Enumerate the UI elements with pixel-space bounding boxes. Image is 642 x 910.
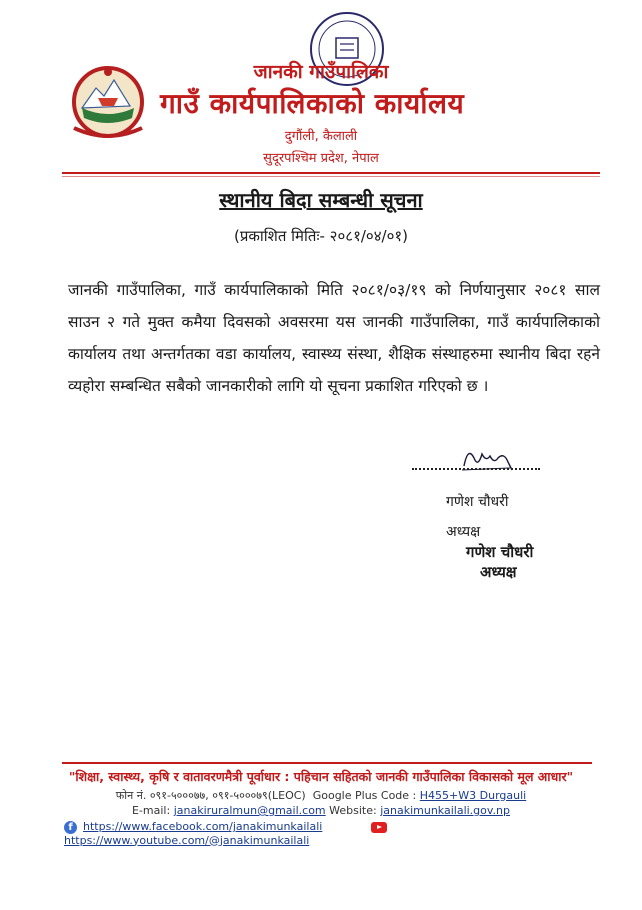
published-date: (प्रकाशित मितिः- २०८१/०४/०१) [233,227,409,245]
youtube-link[interactable]: https://www.youtube.com/@janakimunkailali [64,833,310,847]
facebook-link[interactable]: https://www.facebook.com/janakimunkailali [83,820,323,833]
youtube-icon [371,822,387,833]
seal-role: अध्यक्ष [480,563,517,581]
address-line-1: दुगौंली, कैलाली [284,129,358,144]
address-line-2: सुदूरपश्चिम प्रदेश, नेपाल [263,151,379,166]
plus-code-label: Google Plus Code : [312,789,417,802]
footer-email-website [0,804,642,817]
notice-title: स्थानीय बिदा सम्बन्धी सूचना [219,188,423,212]
footer-motto: "शिक्षा, स्वास्थ्य, कृषि र वातावरणमैत्री पूर्वाधार : पहिचान सहितको जानकी गाउँपालिका विकासको मूल आधार" [68,769,574,784]
email-label: E-mail: [131,804,171,817]
office-title: गाउँ कार्यपालिकाको कार्यालय [160,87,465,120]
notice-body: जानकी गाउँपालिका, गाउँ कार्यपालिकाको मिति २०८१/०३/१९ को निर्णयानुसार २०८१ साल साउन २ गते मुक्त कमैया दिवसको अवसरमा यस जानकी गाउँपालिका, गाउँ कार्यपालिकाको कार्यालय तथा अन्तर्गतका वडा कार्यालय, स्वास्थ्य संस्था, शैक्षिक संस्थाहरुमा स्थानीय बिदा रहने व्यहोरा सम्बन्धित सबैको जानकारीको लागि यो सूचना प्रकाशित गरिएको छ । [68,281,600,395]
email-link[interactable]: janakiruralmun@gmail.com [173,804,326,817]
signatory-role: अध्यक्ष [446,524,481,540]
signature-line [412,466,540,470]
seal-name: गणेश चौधरी [466,543,534,561]
facebook-icon: f [64,821,77,834]
header-divider [62,172,600,174]
website-link[interactable]: janakimunkailali.gov.np [380,804,510,817]
website-label: Website: [329,804,377,817]
footer-contact [0,788,642,803]
phone-label: फोन नं. ०९१-५०००७७, ०९१-५०००७९(LEOC) [115,789,306,802]
org-name: जानकी गाउँपालिका [253,61,389,83]
header-divider-thin [62,176,600,177]
footer-divider [62,762,592,764]
footer-social [64,820,604,847]
signature-icon [458,440,518,476]
plus-code[interactable]: H455+W3 Durgauli [419,789,527,802]
signatory-name: गणेश चौधरी [446,494,509,510]
